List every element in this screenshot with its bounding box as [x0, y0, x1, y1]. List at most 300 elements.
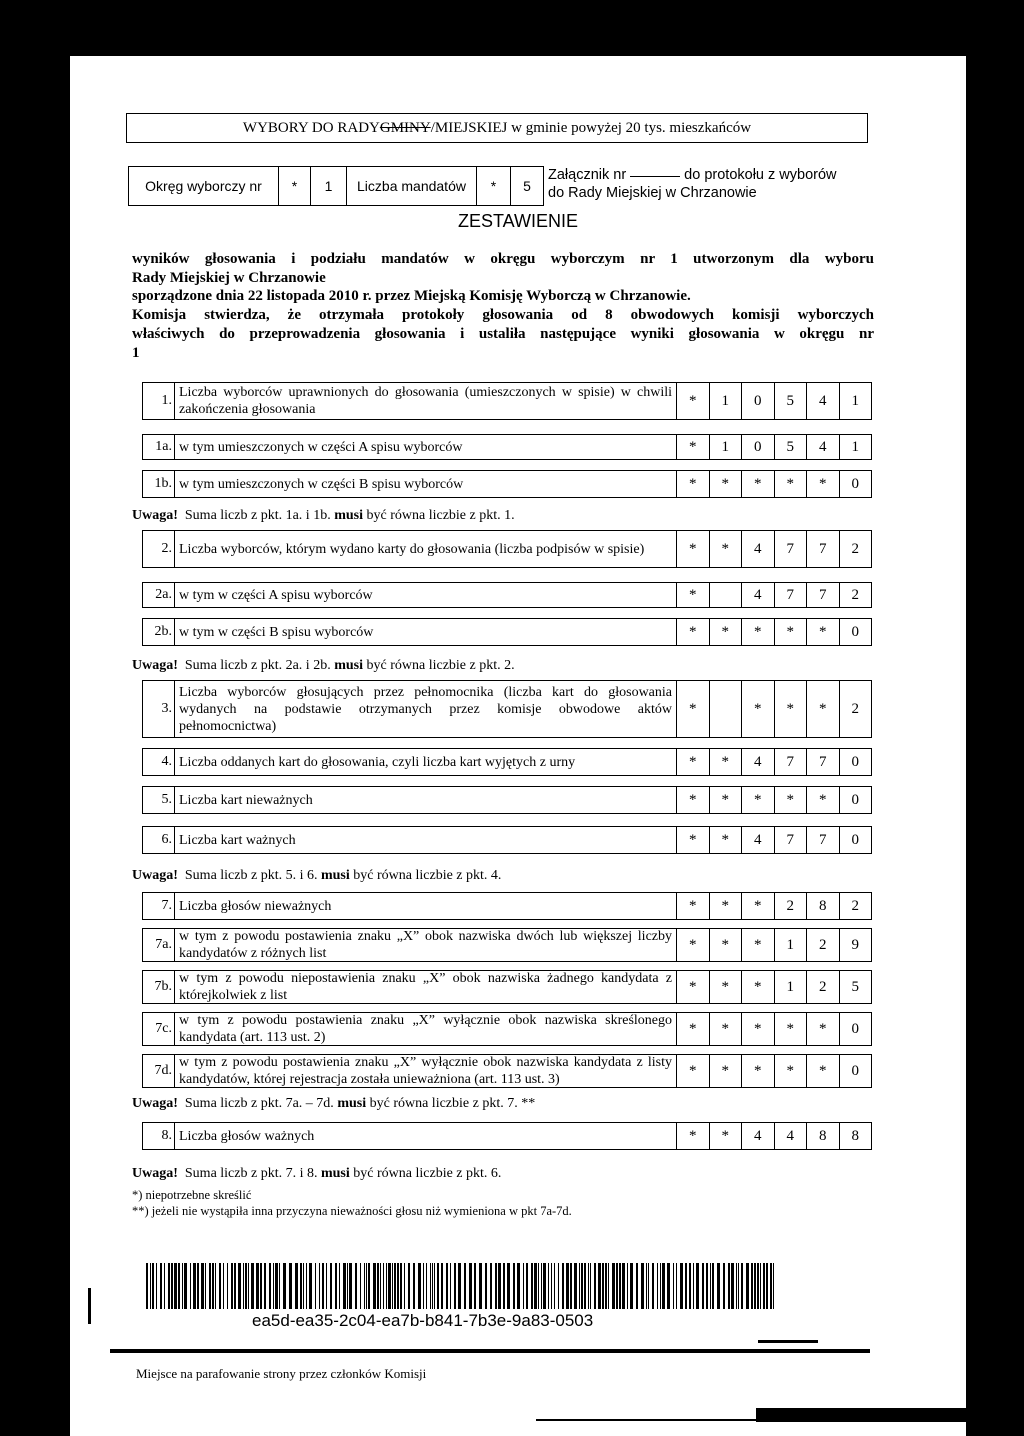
barcode-bar	[474, 1263, 476, 1309]
barcode-bar	[322, 1263, 324, 1309]
value-cell: *	[710, 531, 743, 567]
barcode-bar	[469, 1263, 472, 1309]
value-cell: *	[677, 929, 710, 961]
barcode-bar	[366, 1263, 367, 1309]
row-label	[175, 1123, 677, 1149]
barcode-bar	[223, 1263, 224, 1309]
row-label-text: Liczba oddanych kart do głosowania, czyli liczba kart wyjętych z urny	[179, 754, 576, 770]
intro-line6: 1	[132, 344, 140, 361]
barcode-bar	[717, 1263, 720, 1309]
value-cell: *	[710, 471, 743, 497]
barcode-bar	[710, 1263, 711, 1309]
barcode-bar	[531, 1263, 533, 1309]
barcode-bar	[507, 1263, 510, 1309]
barcode-bar	[315, 1263, 316, 1309]
row-cells	[677, 435, 871, 459]
value-cell: *	[742, 619, 775, 645]
barcode-bar	[330, 1263, 332, 1309]
barcode-bar	[423, 1263, 424, 1309]
barcode-bar	[543, 1263, 546, 1309]
district-box	[128, 166, 544, 206]
value-cell: 4	[807, 383, 840, 419]
value-cell: 7	[775, 531, 808, 567]
barcode-bar	[400, 1263, 402, 1309]
barcode-bar	[418, 1263, 421, 1309]
value-cell: 4	[775, 1123, 808, 1149]
value-cell: *	[742, 681, 775, 737]
row-label	[175, 1055, 677, 1087]
barcode-bar	[343, 1263, 346, 1309]
value-cell: 7	[775, 749, 808, 775]
mandates-label: Liczba mandatów	[347, 167, 477, 205]
value-cell	[710, 681, 743, 737]
intro-line4: Komisja stwierdza, że otrzymała protokoły głosowania od 8 obwodowych komisji wyborczych	[132, 307, 874, 324]
barcode-bar	[551, 1263, 552, 1309]
intro-line5: właściwych do przeprowadzenia głosowania i ustaliła następujące wyniki głosowania w okręgu nr	[132, 325, 874, 342]
barcode-bar	[397, 1263, 399, 1309]
barcode-bar	[152, 1263, 154, 1309]
intro-line1: wyników głosowania i podziału mandatów w okręgu wyborczym nr 1 utworzonym dla wyboru	[132, 251, 874, 267]
row-label-text: Liczba kart nieważnych	[179, 792, 313, 808]
value-cell: *	[775, 681, 808, 737]
barcode-bar	[269, 1263, 271, 1309]
barcode-bar	[275, 1263, 278, 1309]
barcode-bar	[178, 1263, 180, 1309]
value-cell: *	[677, 383, 710, 419]
barcode-bar	[182, 1263, 183, 1309]
value-cell: *	[775, 619, 808, 645]
value-cell: 5	[775, 435, 808, 459]
row-label-text: Liczba głosów ważnych	[179, 1128, 315, 1144]
barcode-bar	[309, 1263, 312, 1309]
value-cell: *	[710, 1055, 743, 1087]
barcode-bar	[579, 1263, 580, 1309]
barcode-bar	[498, 1263, 501, 1309]
value-cell: *	[677, 583, 710, 607]
value-cell: 0	[851, 1062, 859, 1079]
row-cells	[677, 749, 871, 775]
value-cell: 7	[775, 827, 808, 853]
value-cell: *	[710, 619, 743, 645]
barcode-bar	[773, 1263, 774, 1309]
barcode-id: ea5d-ea35-2c04-ea7b-b841-7b3e-9a83-0503	[252, 1311, 594, 1330]
barcode-bar	[446, 1263, 448, 1309]
row-cells	[677, 971, 871, 1003]
header-prefix: WYBORY DO RADY	[242, 119, 380, 136]
row-cells	[677, 1013, 871, 1045]
barcode-bar	[164, 1263, 165, 1309]
value-cell: *	[807, 681, 840, 737]
document-page	[70, 56, 966, 1436]
rule-short	[758, 1340, 818, 1343]
barcode-bar	[339, 1263, 340, 1309]
barcode-bar	[554, 1263, 555, 1309]
barcode-bar	[408, 1263, 410, 1309]
barcode-bar	[174, 1263, 177, 1309]
row-label	[175, 749, 677, 775]
value-cell: 2	[775, 893, 808, 919]
value-cell: 8	[807, 1123, 840, 1149]
barcode-bar	[201, 1263, 204, 1309]
row-number: 1a.	[143, 435, 175, 459]
value-cell: *	[742, 787, 775, 813]
barcode-bar	[616, 1263, 618, 1309]
table-row	[142, 530, 872, 568]
table-row	[142, 680, 872, 738]
barcode-bar	[588, 1263, 589, 1309]
row-cells	[677, 383, 871, 419]
barcode-bar	[605, 1263, 607, 1309]
row-label-text: w tym umieszczonych w części B spisu wyborców	[179, 476, 464, 492]
table-row	[142, 892, 872, 920]
barcode-bar	[264, 1263, 266, 1309]
row-label	[175, 471, 677, 497]
barcode-bar	[731, 1263, 734, 1309]
barcode-bar	[574, 1263, 577, 1309]
barcode-bar	[513, 1263, 515, 1309]
value-cell: *	[677, 749, 710, 775]
value-cell: *	[775, 1013, 808, 1045]
row-number: 1.	[143, 383, 175, 419]
row-label	[175, 383, 677, 419]
table-row	[142, 434, 872, 460]
barcode-bar	[770, 1263, 772, 1309]
barcode-bar	[377, 1263, 379, 1309]
value-cell: *	[710, 787, 743, 813]
table-row	[142, 970, 872, 1004]
barcode-bar	[256, 1263, 259, 1309]
row-label	[175, 435, 677, 459]
barcode-bar	[622, 1263, 625, 1309]
attachment-line2: do Rady Miejskiej w Chrzanowie	[548, 185, 757, 201]
barcode-bar	[526, 1263, 528, 1309]
value-cell: 0	[742, 383, 775, 419]
intro-text	[132, 250, 874, 362]
value-cell	[710, 583, 743, 607]
bottom-bar	[756, 1408, 966, 1422]
row-cells	[677, 787, 871, 813]
value-cell: 0	[851, 791, 859, 808]
barcode-bar	[364, 1263, 365, 1309]
table-row	[142, 582, 872, 608]
value-cell: *	[775, 1055, 808, 1087]
row-label	[175, 619, 677, 645]
margin-mark-1	[42, 1274, 45, 1310]
value-cell: 0	[851, 623, 859, 640]
value-cell: *	[807, 1013, 840, 1045]
barcode-bar	[300, 1263, 302, 1309]
row-number: 2b.	[143, 619, 175, 645]
barcode-bar	[523, 1263, 524, 1309]
barcode-bar	[303, 1263, 304, 1309]
row-label-text: Liczba głosów nieważnych	[179, 898, 332, 914]
barcode-bar	[636, 1263, 638, 1309]
barcode-bar	[251, 1263, 254, 1309]
row-number: 7a.	[143, 929, 175, 961]
barcode-bar	[598, 1263, 601, 1309]
barcode-bar	[667, 1263, 670, 1309]
value-cell: *	[710, 827, 743, 853]
row-label	[175, 827, 677, 853]
barcode-bar	[190, 1263, 191, 1309]
margin-mark-3	[88, 1288, 91, 1324]
value-cell: 2	[851, 586, 859, 603]
barcode-bar	[648, 1263, 649, 1309]
value-cell: *	[677, 1055, 710, 1087]
attachment-suffix: do protokołu z wyborów	[684, 167, 837, 183]
barcode-bar	[289, 1263, 292, 1309]
barcode-bar	[347, 1263, 348, 1309]
barcode-bar	[394, 1263, 396, 1309]
barcode-bar	[450, 1263, 451, 1309]
table-row	[142, 1122, 872, 1150]
barcode-bar	[602, 1263, 604, 1309]
row-label	[175, 971, 677, 1003]
table-row	[142, 618, 872, 646]
barcode-bar	[355, 1263, 357, 1309]
barcode-bar	[434, 1263, 435, 1309]
barcode-bar	[426, 1263, 427, 1309]
barcode-bar	[335, 1263, 337, 1309]
attachment-note	[548, 166, 878, 202]
barcode-bar	[696, 1263, 699, 1309]
rule-long	[110, 1349, 870, 1353]
barcode-bar	[485, 1263, 487, 1309]
barcode-bar	[360, 1263, 361, 1309]
value-cell: *	[677, 971, 710, 1003]
value-cell: *	[807, 1055, 840, 1087]
barcode-bar	[388, 1263, 391, 1309]
header-suffix: /MIEJSKIEJ w gminie powyżej 20 tys. mieszkańców	[430, 119, 752, 136]
barcode-bar	[541, 1263, 542, 1309]
row-label	[175, 893, 677, 919]
barcode-bar	[660, 1263, 661, 1309]
note-4: Uwaga! Suma liczb z pkt. 7a. – 7d. musi być równa liczbie z pkt. 7. **	[132, 1096, 536, 1111]
value-cell: 5	[851, 978, 859, 995]
barcode-bar	[306, 1263, 307, 1309]
row-label	[175, 787, 677, 813]
row-label	[175, 929, 677, 961]
barcode-bar	[326, 1263, 327, 1309]
barcode-bar	[570, 1263, 572, 1309]
value-cell: *	[677, 471, 710, 497]
row-number: 7.	[143, 893, 175, 919]
row-label-text: w tym w części A spisu wyborców	[179, 587, 373, 603]
header-struck: GMINY	[379, 119, 431, 136]
value-cell: 8	[807, 893, 840, 919]
barcode-bar	[295, 1263, 298, 1309]
value-cell: *	[677, 893, 710, 919]
barcode-bar	[763, 1263, 765, 1309]
barcode-bar	[612, 1263, 615, 1309]
value-cell: 0	[851, 1020, 859, 1037]
value-cell: 4	[742, 749, 775, 775]
barcode-bar	[746, 1263, 749, 1309]
value-cell: *	[710, 1123, 743, 1149]
row-label-text: Liczba kart ważnych	[179, 832, 296, 848]
row-number: 7d.	[143, 1055, 175, 1087]
value-cell: 2	[851, 897, 859, 914]
barcode-bar	[437, 1263, 439, 1309]
row-cells	[677, 1055, 871, 1087]
value-cell: 7	[807, 827, 840, 853]
barcode-bar	[171, 1263, 173, 1309]
value-cell: *	[677, 681, 710, 737]
barcode-bar	[548, 1263, 549, 1309]
election-header	[126, 113, 868, 143]
barcode-bar	[562, 1263, 564, 1309]
document-title: ZESTAWIENIE	[457, 211, 578, 231]
value-cell: 1	[851, 438, 859, 455]
barcode-bar	[231, 1263, 233, 1309]
barcode-bar	[495, 1263, 497, 1309]
row-cells	[677, 1123, 871, 1149]
district-label: Okręg wyborczy nr	[129, 167, 279, 205]
row-label	[175, 531, 677, 567]
attachment-blank	[630, 176, 680, 177]
table-row	[142, 1012, 872, 1046]
row-cells	[677, 893, 871, 919]
barcode-bar	[680, 1263, 683, 1309]
table-row	[142, 1054, 872, 1088]
district-number: 1	[311, 167, 347, 205]
row-number: 2a.	[143, 583, 175, 607]
barcode-bar	[349, 1263, 352, 1309]
value-cell: 7	[807, 583, 840, 607]
barcode-bar	[184, 1263, 187, 1309]
value-cell: 5	[775, 383, 808, 419]
row-number: 2.	[143, 531, 175, 567]
value-cell: 4	[742, 827, 775, 853]
row-number: 6.	[143, 827, 175, 853]
value-cell: 2	[807, 971, 840, 1003]
value-cell: *	[677, 827, 710, 853]
value-cell: *	[677, 619, 710, 645]
barcode-bar	[736, 1263, 737, 1309]
margin-mark-2	[67, 1274, 70, 1334]
value-cell: 1	[775, 929, 808, 961]
barcode-bar	[757, 1263, 759, 1309]
barcode-bar	[652, 1263, 654, 1309]
barcode-bar	[728, 1263, 730, 1309]
row-number: 7b.	[143, 971, 175, 1003]
barcode-bar	[517, 1263, 520, 1309]
barcode-bar	[619, 1263, 621, 1309]
barcode-bar	[209, 1263, 211, 1309]
note-1: Uwaga! Suma liczb z pkt. 1a. i 1b. musi być równa liczbie z pkt. 1.	[132, 508, 515, 523]
barcode-bar	[441, 1263, 443, 1309]
value-cell: *	[742, 929, 775, 961]
barcode-bar	[558, 1263, 559, 1309]
barcode-bar	[538, 1263, 539, 1309]
barcode-bar	[219, 1263, 221, 1309]
barcode-bar	[534, 1263, 537, 1309]
barcode-bar	[273, 1263, 274, 1309]
mandates-number: 5	[523, 178, 531, 194]
row-cells	[677, 681, 871, 737]
signature-label: Miejsce na parafowanie strony przez członków Komisji	[136, 1366, 427, 1381]
district-star: *	[279, 167, 311, 205]
row-cells	[677, 531, 871, 567]
row-label-text: Liczba wyborców głosujących przez pełnomocnika (liczba kart do głosowania wydanych na podstawie otrzymanych przez komisje obwodowe aktów pełnomocnictwa)	[179, 684, 672, 734]
row-label-text: w tym z powodu niepostawienia znaku „X” obok nazwiska żadnego kandydata z którejkolwiek z list	[179, 971, 672, 1003]
row-cells	[677, 583, 871, 607]
barcode-bar	[386, 1263, 387, 1309]
value-cell: 0	[851, 475, 859, 492]
barcode-bar	[432, 1263, 433, 1309]
value-cell: 1	[710, 435, 743, 459]
barcode-bar	[392, 1263, 393, 1309]
value-cell: *	[742, 1013, 775, 1045]
table-row	[142, 382, 872, 420]
value-cell: *	[742, 471, 775, 497]
barcode-bar	[594, 1263, 596, 1309]
row-cells	[677, 619, 871, 645]
value-cell: *	[807, 471, 840, 497]
note-2: Uwaga! Suma liczb z pkt. 2a. i 2b. musi być równa liczbie z pkt. 2.	[132, 658, 515, 673]
barcode-bar	[584, 1263, 586, 1309]
sign-line	[536, 1419, 756, 1421]
barcode-bar	[479, 1263, 482, 1309]
barcode-bar	[741, 1263, 743, 1309]
barcode-bar	[566, 1263, 569, 1309]
value-cell: *	[677, 435, 710, 459]
row-label-text: w tym z powodu postawienia znaku „X” wyłącznie obok nazwiska skreślonego kandydata (art. 113 ust. 2)	[179, 1013, 672, 1045]
value-cell: 0	[742, 435, 775, 459]
table-row	[142, 470, 872, 498]
row-label-text: Liczba wyborców uprawnionych do głosowania (umieszczonych w spisie) w chwili zakończenia głosowania	[179, 385, 672, 417]
value-cell: 4	[742, 583, 775, 607]
barcode-bar	[503, 1263, 505, 1309]
value-cell: 8	[851, 1127, 859, 1144]
value-cell: *	[710, 1013, 743, 1045]
value-cell: 1	[775, 971, 808, 1003]
barcode-bar	[245, 1263, 247, 1309]
barcode-bar	[646, 1263, 647, 1309]
value-cell: 7	[807, 531, 840, 567]
value-cell: 2	[807, 929, 840, 961]
barcode-bar	[685, 1263, 687, 1309]
barcode-bar	[693, 1263, 694, 1309]
barcode-bar	[234, 1263, 236, 1309]
value-cell: *	[807, 787, 840, 813]
row-label-text: w tym z powodu postawienia znaku „X” obok nazwiska dwóch lub większej liczby kandydatów z różnych list	[179, 929, 672, 961]
barcode-bar	[248, 1263, 249, 1309]
row-label-text: w tym w części B spisu wyborców	[179, 624, 374, 640]
row-number: 5.	[143, 787, 175, 813]
barcode-bar	[766, 1263, 768, 1309]
barcode-bar	[283, 1263, 286, 1309]
value-cell: *	[710, 749, 743, 775]
value-cell: *	[710, 893, 743, 919]
barcode-bar	[279, 1263, 280, 1309]
barcode-bar	[676, 1263, 677, 1309]
note-3: Uwaga! Suma liczb z pkt. 5. i 6. musi być równa liczbie z pkt. 4.	[132, 868, 502, 883]
barcode-bar	[738, 1263, 739, 1309]
row-number: 8.	[143, 1123, 175, 1149]
footnote-1: *) niepotrzebne skreślić	[132, 1188, 252, 1202]
row-label-text: Liczba wyborców, którym wydano karty do głosowania (liczba podpisów w spisie)	[179, 541, 645, 557]
row-label-text: w tym umieszczonych w części A spisu wyborców	[179, 439, 463, 455]
row-number: 4.	[143, 749, 175, 775]
value-cell: *	[807, 619, 840, 645]
footnote-2: **) jeżeli nie wystąpiła inna przyczyna nieważności głosu niż wymieniona w pkt 7a-7d.	[132, 1204, 572, 1218]
barcode-bar	[238, 1263, 241, 1309]
barcode-bar	[215, 1263, 216, 1309]
barcode-bar	[413, 1263, 415, 1309]
table-row	[142, 826, 872, 854]
barcode-bar	[146, 1263, 148, 1309]
